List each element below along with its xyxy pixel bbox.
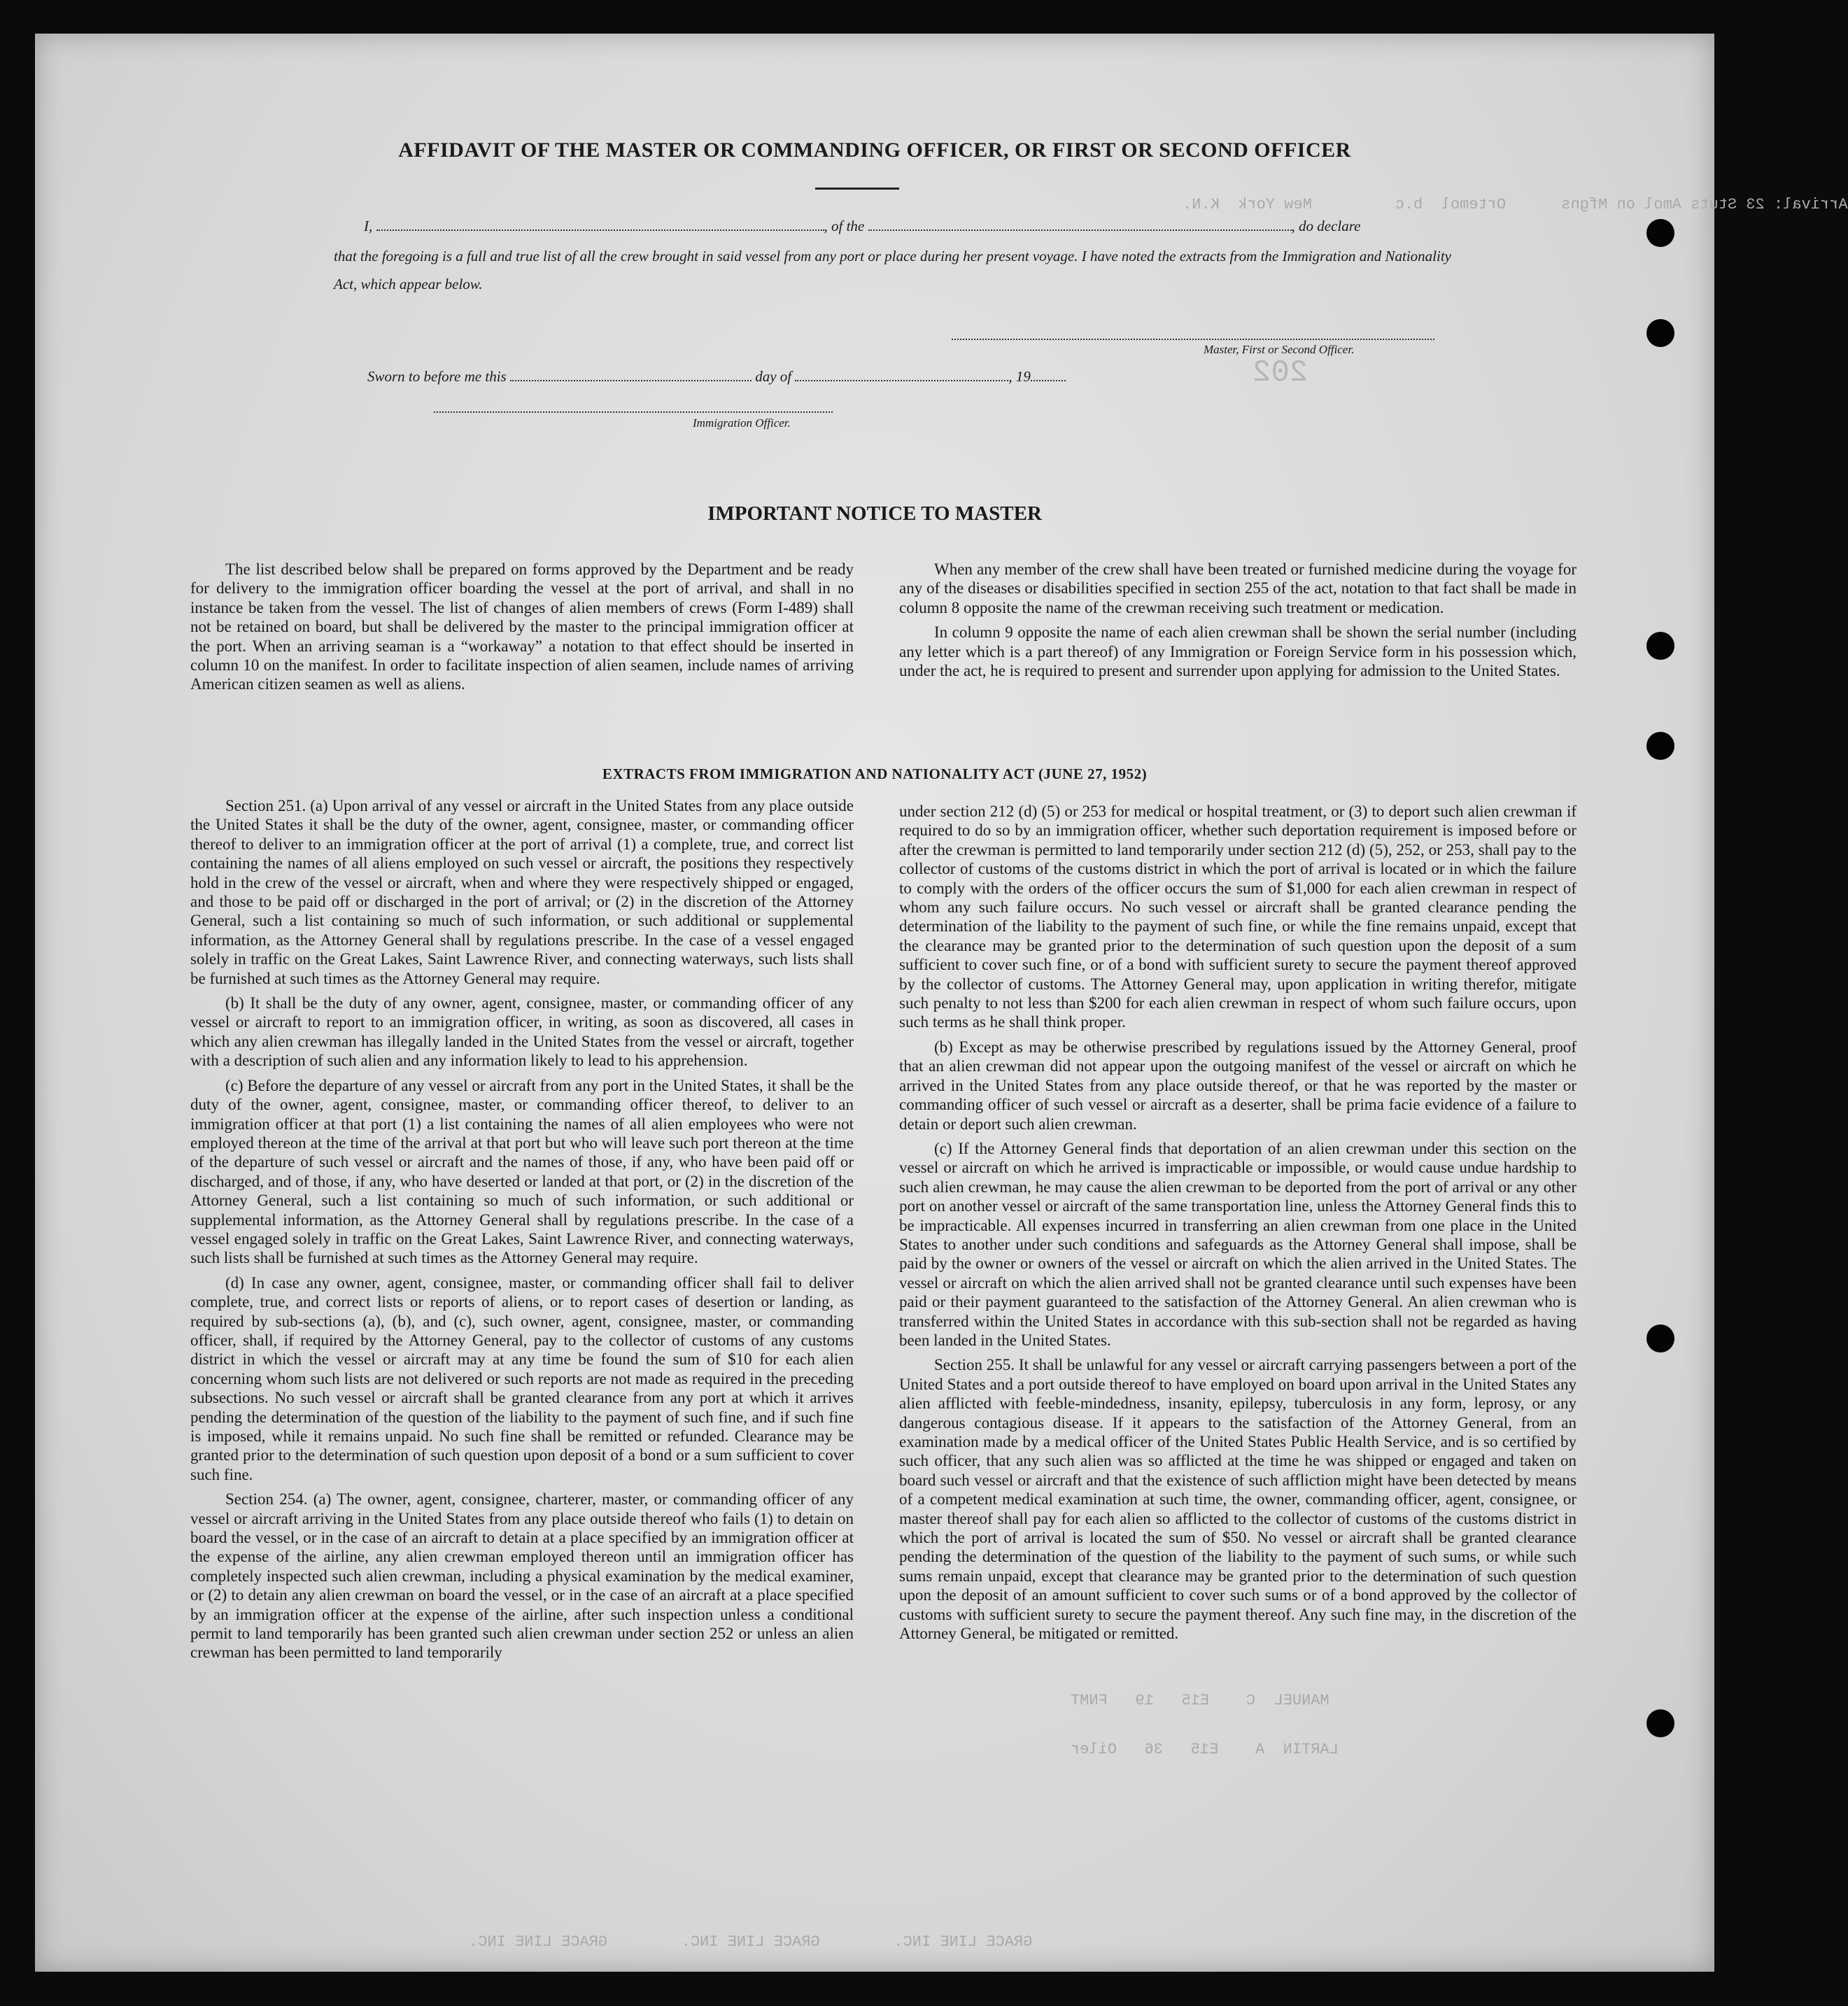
officer-signature-line[interactable] bbox=[434, 411, 833, 413]
bleed-through-footer: GRACE LINE INC. GRACE LINE INC. GRACE LINE INC. bbox=[469, 1933, 1033, 1951]
bleed-through-number: 202 bbox=[1253, 355, 1309, 390]
extract-section-251c: (c) Before the departure of any vessel or aircraft from any port in the United States, it shall be the duty of the owner, agent, consignee, master, or commanding officer thereof, to deliver to an immigration officer at that port (1) a list containing the names of all alien employees who were not employed thereon at the time of the arrival at that port but who will leave such port thereon at the time of the departure of such vessel or aircraft and the names of those, if any, who have been paid off or discharged, and of those, if any, who have deserted or landed at that port, or (2) in the discretion of the Attorney General, such a list containing so much of such information, or such additional or supplemental information, as the Attorney General shall by regulations prescribe. In the case of a vessel engaged solely in traffic on the Great Lakes, Saint Lawrence River, and connecting waterways, such lists shall be furnished at such times as the Attorney General may require. bbox=[190, 1076, 854, 1267]
vessel-blank[interactable] bbox=[868, 229, 1292, 231]
master-signature-line[interactable] bbox=[952, 339, 1434, 340]
declaration-do-declare: , do declare bbox=[1291, 218, 1361, 234]
extract-section-255: Section 255. It shall be unlawful for any vessel or aircraft carrying passengers between a port of the United States and a port outside thereof to have employed on board upon arrival in the United States any alien afflicted with feeble-mindedness, insanity, epilepsy, tuberculosis in any form, leprosy, or any dangerous contagious disease. If it appears to the satisfaction of the Attorney General, from an examination made by a medical officer of the United States Public Health Service, and is so certified by such officer, that any such alien was so afflicted at the time he was shipped or engaged and taken on board such vessel or aircraft and that the existence of such affliction might have been detected by means of a competent medical examination at such time, the owner, commanding officer, agent, consignee, or master thereof shall pay for each alien so afflicted to the collector of customs of the customs district in which the port of arrival is located the sum of $50. No vessel or aircraft shall be granted clearance pending the determination of the question of the liability to the payment of such sums, or while such sums remain unpaid, except that clearance may be granted prior to the determination of such question upon the deposit of an amount sufficient to cover such sums or of a bond approved by the collector of customs with sufficient surety to secure the payment thereof. Any such fine may, in the discretion of the Attorney General, be mitigated or remitted. bbox=[899, 1356, 1577, 1643]
document-page bbox=[35, 34, 1848, 1972]
punch-hole bbox=[1646, 219, 1674, 247]
name-blank[interactable] bbox=[376, 229, 824, 231]
extracts-title: EXTRACTS FROM IMMIGRATION AND NATIONALITY ACT (JUNE 27, 1952) bbox=[602, 765, 1148, 782]
punch-hole bbox=[1646, 632, 1674, 660]
affidavit-body: that the foregoing is a full and true list of all the crew brought in said vessel from any port or place during her present voyage. I have noted the extracts from the Immigration and Nationality Act, which appear below. bbox=[334, 248, 1451, 292]
extract-section-251b: (b) It shall be the duty of any owner, agent, consignee, master, or commanding officer of any vessel or aircraft to report to an immigration officer, in writing, as soon as discovered, all cases in which any alien crewman has illegally landed in the United States from the vessel or aircraft, together with a description of such alien and any information likely to lead to his apprehension. bbox=[190, 994, 854, 1070]
master-caption: Master, First or Second Officer. bbox=[1204, 343, 1355, 356]
notice-left-column bbox=[190, 560, 854, 700]
day-of-label: day of bbox=[755, 368, 792, 385]
day-blank[interactable] bbox=[510, 380, 752, 381]
punch-hole bbox=[1646, 732, 1674, 760]
punch-hole bbox=[1646, 1709, 1674, 1737]
bleed-through-row-a: MANUEL C E15 19 FNMT bbox=[1071, 1692, 1357, 1709]
declaration-line bbox=[364, 218, 1455, 235]
extract-section-254a-cont: under section 212 (d) (5) or 253 for medical or hospital treatment, or (3) to deport such alien crewman if required to do so by an immigration officer, whether such deportation requirement is imposed before or after the crewman is permitted to land temporarily under section 212 (d) (5), 252, or 253, shall pay to the collector of customs of the customs district in which the port of arrival is located or in which the failure to comply with the orders of the officer occurs the sum of $1,000 for each alien crewman in respect of whom any such failure occurs. No such vessel or aircraft shall be granted clearance pending the determination of the liability to the payment of such fine, or while the fine remains unpaid, except that the clearance may be granted prior to the determination of such question upon the deposit of a sum sufficient to cover such fine, or of a bond with sufficient surety to secure the payment thereof approved by the collector of customs. The Attorney General may, upon application in writing therefor, mitigate such penalty to not less than $200 for each alien crewman in respect of whom such failure occurs, upon such terms as he shall think proper. bbox=[899, 803, 1577, 1031]
sworn-line bbox=[367, 362, 1459, 390]
notice-right-paragraph-1: When any member of the crew shall have been treated or furnished medicine during the voyage for any of the diseases or disabilities specified in section 255 of the act, notation to that fact shall be made in column 8 opposite the name of the crewman receiving such treatment or medication. bbox=[899, 560, 1577, 616]
sworn-label: Sworn to before me this bbox=[367, 368, 507, 385]
extract-section-251d: (d) In case any owner, agent, consignee, master, or commanding officer shall fail to deliver complete, true, and correct lists or reports of aliens, or to report cases of desertion or landing, as required by sub-sections (a), (b), and (c), such owner, agent, consignee, master, or commanding officer, shall, if required by the Attorney General, pay to the collector of customs of any customs district in which the vessel or aircraft may at any time be found the sum of $10 for each alien concerning whom such lists are not delivered or such reports are not made as required in the preceding subsections. No such vessel or aircraft shall be granted clearance from any port at which it arrives pending the determination of the question of the liability to the payment of such fine, and if such fine is imposed, while it remains unpaid. No such fine shall be remitted or refunded. Clearance may be granted prior to the determination of such question upon deposit of a bond or a sum sufficient to cover such fine. bbox=[190, 1273, 854, 1483]
extract-section-254a: Section 254. (a) The owner, agent, consignee, charterer, master, or commanding officer of any vessel or aircraft arriving in the United States from any place outside thereof who fails (1) to detain on board the vessel, or in the case of an aircraft to detain at a place specified by an immigration officer at the expense of the airline, any alien crewman employed thereon until an immigration officer has completely inspected such alien crewman, including a physical examination by the medical examiner, or (2) to detain any alien crewman on board the vessel, or in the case of an aircraft at a place specified by an immigration officer at the expense of the airline, after such inspection unless a conditional permit to land temporarily has been granted such alien crewman under section 252 or unless an alien crewman has been permitted to land temporarily bbox=[190, 1490, 854, 1662]
notice-left-paragraph: The list described below shall be prepared on forms approved by the Department and be ready for delivery to the immigration officer boarding the vessel at the port of arrival, and shall in no instance be taken from the vessel. The list of changes of alien members of crews (Form I-489) shall not be retained on board, but shall be delivered by the master to the principal immigration officer at the port. When an arriving seaman is a “workaway” a notation to that effect should be inserted in column 10 on the manifest. In order to facilitate inspection of alien seamen, include names of arriving American citizen seamen as well as aliens. bbox=[190, 560, 854, 693]
bleed-through-header: Arrival: 23 Stuts Amol on Mfgns Ortemol b.c Mew York K.N. bbox=[1183, 196, 1848, 213]
punch-hole bbox=[1646, 319, 1674, 347]
month-blank[interactable] bbox=[795, 380, 1008, 381]
extract-section-251a: Section 251. (a) Upon arrival of any vessel or aircraft in the United States from any place outside the United States it shall be the duty of the owner, agent, consignee, master, or commanding officer thereof to deliver to an immigration officer at the port of arrival (1) a complete, true, and correct list containing the names of all aliens employed on such vessel or aircraft, the positions they respectively hold in the crew of the vessel or aircraft, when and where they were respectively shipped or engaged, and those to be paid off or discharged in the port of arrival; or (2) in the discretion of the Attorney General, such a list containing so much of such information, or such additional or supplemental information, as the Attorney General shall by regulations prescribe. In the case of a vessel engaged solely in traffic on the Great Lakes, Saint Lawrence River, and connecting waterways, such lists shall be furnished at such times as the Attorney General may require. bbox=[190, 797, 854, 987]
declaration-i: I, bbox=[364, 218, 373, 234]
year-prefix: , 19 bbox=[1008, 368, 1031, 385]
title-rule bbox=[815, 188, 899, 190]
notice-right-column bbox=[899, 560, 1577, 686]
extracts-right-column bbox=[899, 802, 1577, 1648]
declaration-of-the: , of the bbox=[824, 218, 865, 234]
notice-title: IMPORTANT NOTICE TO MASTER bbox=[707, 502, 1042, 525]
extract-section-254c: (c) If the Attorney General finds that deportation of an alien crewman under this section on the vessel or aircraft on which he arrived is impracticable or impossible, or would cause undue hardship to such alien crewman, he may cause the alien crewman to be deported from the port of arrival or any other port on another vessel or aircraft of the same transportation line, unless the Attorney General finds this to be impracticable. All expenses incurred in transferring an alien crewman from one place in the United States to another under such conditions and safeguards as the Attorney General shall impose, shall be paid by the owner or owners of the vessel or aircraft on which the alien arrived in the United States. The vessel or aircraft on which the alien arrived shall not be granted clearance until such expenses have been paid or their payment guaranteed to the satisfaction of the Attorney General. An alien crewman who is transferred within the United States in accordance with this sub-section shall not be regarded as having been landed in the United States. bbox=[899, 1139, 1577, 1349]
affidavit-title: AFFIDAVIT OF THE MASTER OR COMMANDING OFFICER, OR FIRST OR SECOND OFFICER bbox=[398, 139, 1351, 162]
extract-section-254b: (b) Except as may be otherwise prescribed by regulations issued by the Attorney General, proof that an alien crewman did not appear upon the outgoing manifest of the vessel or aircraft on which he arrived in the United States from any place outside thereof, or that he was reported by the master or commanding officer of such vessel or aircraft as a deserter, shall be prima facie evidence of a failure to detain or deport such alien crewman. bbox=[899, 1038, 1577, 1133]
officer-caption: Immigration Officer. bbox=[693, 416, 791, 430]
notice-right-paragraph-2: In column 9 opposite the name of each alien crewman shall be shown the serial number (including any letter which is a part thereof) of any Immigration or Foreign Service form in his possession which, under the act, he is required to present and surrender upon applying for admission to the United States. bbox=[899, 623, 1577, 680]
extracts-left-column bbox=[190, 796, 854, 1668]
bleed-through-row-b: LARTIN A E15 36 Oiler bbox=[1071, 1741, 1367, 1758]
punch-hole bbox=[1646, 1325, 1674, 1352]
year-blank[interactable] bbox=[1031, 380, 1066, 381]
